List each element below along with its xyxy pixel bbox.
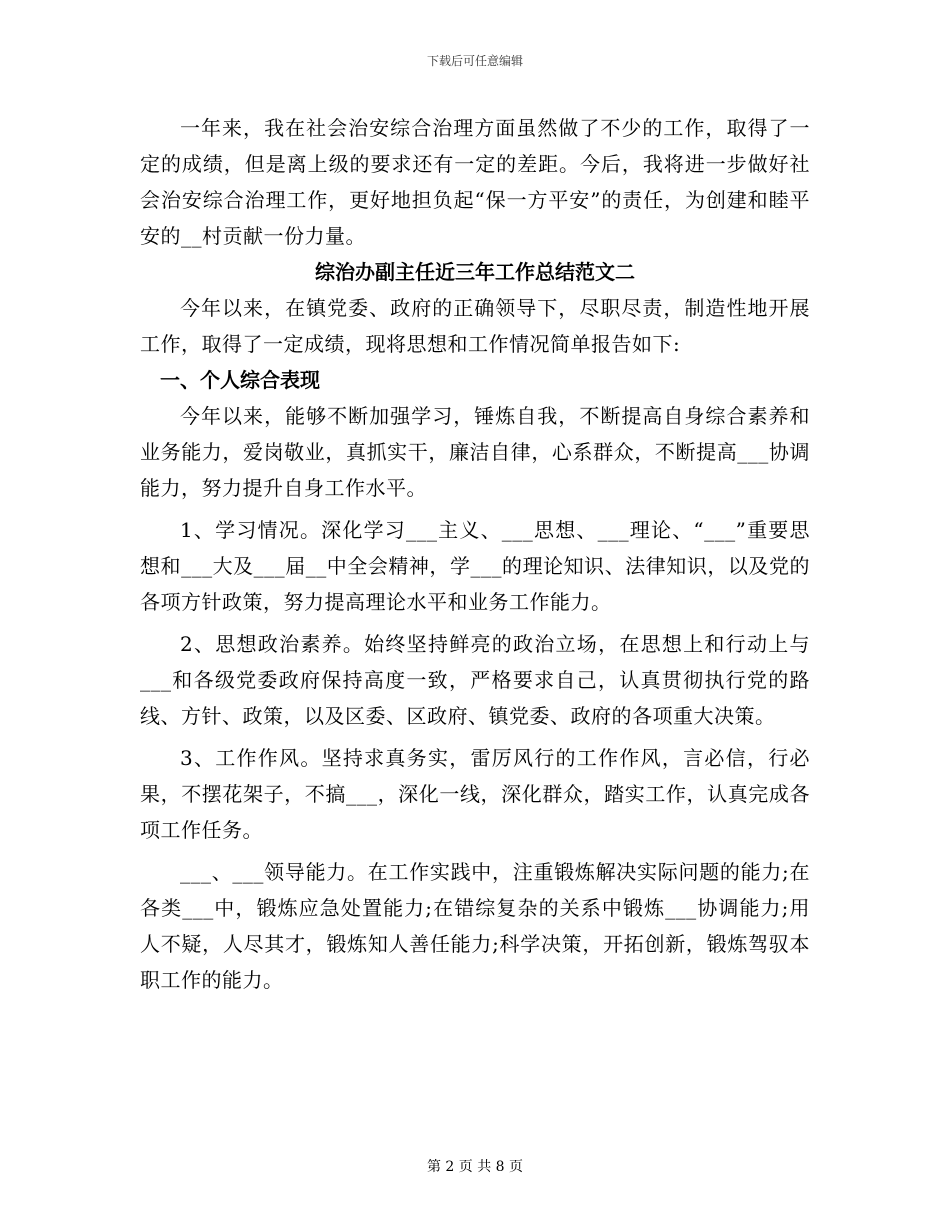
paragraph-intro: 今年以来，在镇党委、政府的正确领导下，尽职尽责，制造性地开展工作，取得了一定成绩，现将思想和工作情况简单报告如下: <box>140 296 810 356</box>
paragraph-personal-overview: 今年以来，能够不断加强学习，锤炼自我，不断提高自身综合素养和业务能力，爱岗敬业，真抓实干，廉洁自律，心系群众，不断提高___协调能力，努力提升自身工作水平。 <box>140 404 810 500</box>
page-header-note: 下载后可任意编辑 <box>426 54 523 68</box>
document-body <box>140 110 810 1004</box>
paragraph-closing-summary: 一年来，我在社会治安综合治理方面虽然做了不少的工作，取得了一定的成绩，但是离上级的要求还有一定的差距。今后，我将进一步做好社会治安综合治理工作，更好地担负起“保一方平安”的责任，为创建和睦平安的__村贡献一份力量。 <box>140 116 810 248</box>
paragraph-work-style: 3、工作作风。坚持求真务实，雷厉风行的工作作风，言必信，行必果，不摆花架子，不搞___，深化一线，深化群众，踏实工作，认真完成各项工作任务。 <box>140 746 810 842</box>
document-title: 综治办副主任近三年工作总结范文二 <box>315 260 635 284</box>
paragraph-political: 2、思想政治素养。始终坚持鲜亮的政治立场，在思想上和行动上与___和各级党委政府保持高度一致，严格要求自己，认真贯彻执行党的路线、方针、政策，以及区委、区政府、镇党委、政府的各项重大决策。 <box>140 632 810 728</box>
paragraph-leadership: ___、___领导能力。在工作实践中，注重锻炼解决实际问题的能力;在各类___中，锻炼应急处置能力;在错综复杂的关系中锻炼___协调能力;用人不疑，人尽其才，锻炼知人善任能力;科学决策，开拓创新，锻炼驾驭本职工作的能力。 <box>140 860 810 992</box>
paragraph-study: 1、学习情况。深化学习___主义、___思想、___理论、“___”重要思想和___大及___届__中全会精神，学___的理论知识、法律知识，以及党的各项方针政策，努力提高理论水平和业务工作能力。 <box>140 518 810 614</box>
page-footer-number: 第 2 页 共 8 页 <box>426 1159 524 1175</box>
section-heading-personal: 一、个人综合表现 <box>160 368 320 392</box>
